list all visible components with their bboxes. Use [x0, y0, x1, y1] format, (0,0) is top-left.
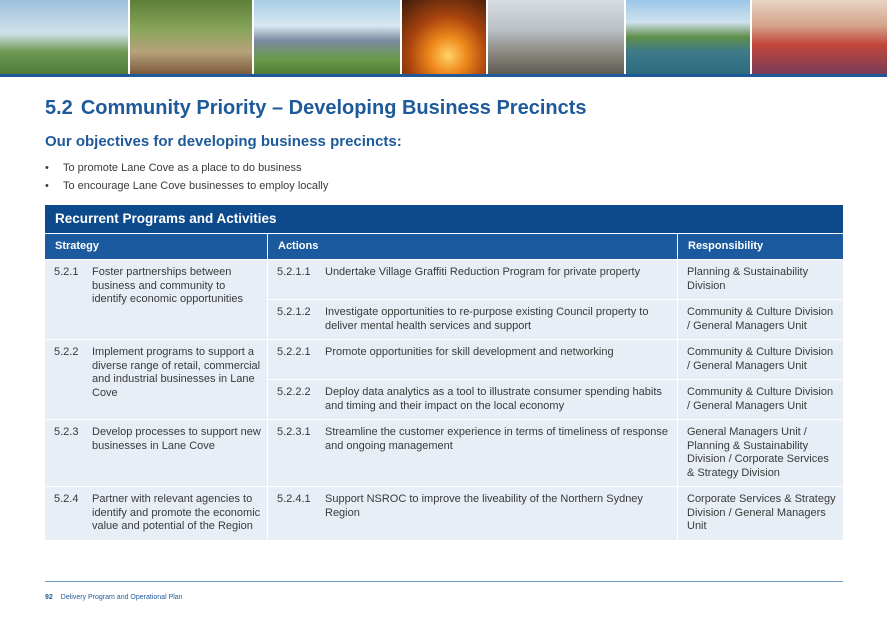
banner-photo-outdoor-event	[254, 0, 400, 74]
footer-document-title: Delivery Program and Operational Plan	[60, 594, 183, 601]
programs-table	[45, 205, 843, 540]
strategy-number: 5.2.4	[54, 493, 79, 505]
objective-item: • To encourage Lane Cove businesses to employ locally	[45, 177, 328, 195]
strategy-text: Develop processes to support new businesses in Lane Cove	[92, 426, 261, 452]
strategy-text: Foster partnerships between business and community to identify economic opportunities	[92, 266, 244, 305]
action-cell	[268, 420, 678, 486]
objectives-heading: Our objectives for developing business precincts:	[45, 133, 402, 150]
action-number: 5.2.3.1	[277, 426, 311, 438]
strategy-text: Implement programs to support a diverse range of retail, commercial and industrial businesses in Lane Cove	[92, 346, 261, 399]
action-number: 5.2.2.2	[277, 386, 311, 398]
page-title-priority: Community Priority	[80, 97, 267, 119]
action-row	[268, 260, 843, 299]
objectives-list	[45, 159, 328, 195]
action-text: Investigate opportunities to re-purpose existing Council property to deliver mental health services and support	[325, 306, 649, 332]
actions-cell	[268, 420, 843, 486]
page-footer	[45, 594, 183, 601]
objective-item: • To promote Lane Cove as a place to do business	[45, 159, 328, 177]
action-number: 5.2.1.1	[277, 266, 311, 278]
action-row	[268, 487, 843, 540]
banner-divider	[0, 74, 887, 77]
strategy-cell	[45, 260, 268, 339]
action-cell	[268, 487, 678, 540]
action-text: Undertake Village Graffiti Reduction Program for private property	[325, 266, 641, 278]
footer-divider	[45, 581, 843, 582]
strategy-cell	[45, 420, 268, 486]
table-row	[45, 487, 843, 540]
table-header-row	[45, 234, 843, 259]
table-title: Recurrent Programs and Activities	[45, 205, 843, 233]
banner-photo-street	[488, 0, 624, 74]
strategy-cell	[45, 340, 268, 419]
page-title	[45, 96, 587, 120]
header-responsibility: Responsibility	[688, 240, 764, 252]
strategy-number: 5.2.1	[54, 266, 79, 278]
table-row	[45, 260, 843, 339]
actions-cell	[268, 487, 843, 540]
action-cell	[268, 300, 678, 339]
page-title-number: 5.2	[45, 97, 73, 119]
action-number: 5.2.1.2	[277, 306, 311, 318]
responsibility-cell: Community & Culture Division / General Managers Unit	[687, 386, 834, 412]
action-text: Streamline the customer experience in terms of timeliness of response and ongoing management	[325, 426, 668, 452]
header-actions: Actions	[268, 234, 678, 259]
action-row	[268, 420, 843, 486]
responsibility-cell: Community & Culture Division / General Managers Unit	[687, 346, 834, 372]
responsibility-cell: Corporate Services & Strategy Division / General Managers Unit	[687, 493, 836, 532]
page-title-topic: – Developing Business Precincts	[266, 97, 587, 119]
action-cell	[268, 260, 678, 299]
action-cell	[268, 380, 678, 419]
table-row	[45, 340, 843, 419]
action-row	[268, 379, 843, 419]
banner-photo-building	[0, 0, 128, 74]
banner-photo-dog-agility	[130, 0, 252, 74]
banner-photo-festival	[752, 0, 887, 74]
strategy-text: Partner with relevant agencies to identify and promote the economic value and potential of the Region	[92, 493, 261, 532]
strategy-number: 5.2.2	[54, 346, 79, 358]
action-cell	[268, 340, 678, 379]
banner-photo-kookaburra	[402, 0, 486, 74]
page-number: 92	[45, 594, 53, 601]
action-number: 5.2.4.1	[277, 493, 311, 505]
strategy-cell	[45, 487, 268, 540]
header-strategy: Strategy	[45, 234, 268, 259]
action-number: 5.2.2.1	[277, 346, 311, 358]
actions-cell	[268, 260, 843, 339]
strategy-number: 5.2.3	[54, 426, 79, 438]
responsibility-cell: Planning & Sustainability Division	[687, 266, 809, 292]
action-row	[268, 340, 843, 379]
table-row	[45, 420, 843, 486]
banner-photo-kayaking	[626, 0, 750, 74]
action-text: Support NSROC to improve the liveability of the Northern Sydney Region	[325, 493, 643, 519]
action-text: Promote opportunities for skill development and networking	[325, 346, 614, 358]
photo-banner	[0, 0, 887, 74]
action-row	[268, 299, 843, 339]
actions-cell	[268, 340, 843, 419]
action-text: Deploy data analytics as a tool to illustrate consumer spending habits and timing and their impact on the local economy	[325, 386, 662, 412]
responsibility-cell: General Managers Unit / Planning & Sustainability Division / Corporate Services & Strategy Division	[687, 426, 829, 479]
responsibility-cell: Community & Culture Division / General Managers Unit	[687, 306, 834, 332]
